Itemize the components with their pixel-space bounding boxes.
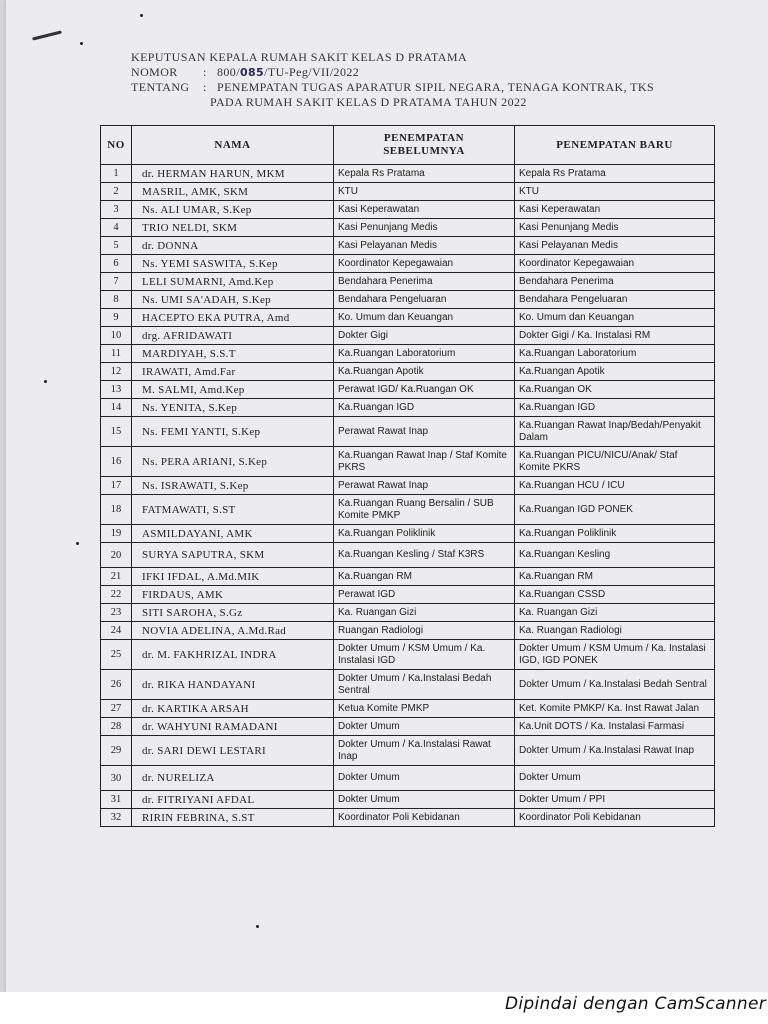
cell-new: Ka.Ruangan CSSD [515,586,715,604]
cell-nama: ASMILDAYANI, AMK [132,525,334,543]
tentang-line-2: PADA RUMAH SAKIT KELAS D PRATAMA TAHUN 2022 [210,95,527,109]
cell-no: 13 [101,381,132,399]
cell-no: 31 [101,791,132,809]
cell-new: Ket. Komite PMKP/ Ka. Inst Rawat Jalan [515,700,715,718]
cell-nama: LELI SUMARNI, Amd.Kep [132,273,334,291]
cell-new: Kasi Pelayanan Medis [515,237,715,255]
cell-prev: Dokter Umum / Ka.Instalasi Rawat Inap [334,736,515,766]
cell-prev: Dokter Umum [334,718,515,736]
cell-new: Ka.Ruangan OK [515,381,715,399]
cell-prev: Perawat IGD/ Ka.Ruangan OK [334,381,515,399]
cell-prev: Kasi Pelayanan Medis [334,237,515,255]
document-header: KEPUTUSAN KEPALA RUMAH SAKIT KELAS D PRATAMA NOMOR : 800/ 085 /TU-Peg/VII/2022 TENTANG : PENEMPATAN TUGAS APARATUR SIPIL NEGARA, TENAGA KONTRAK, TKS PADA RUMAH SAKIT KELAS D PRATAMA TAHUN 2022 [131,50,655,109]
cell-nama: SITI SAROHA, S.Gz [132,604,334,622]
cell-nama: dr. WAHYUNI RAMADANI [132,718,334,736]
cell-nama: dr. FITRIYANI AFDAL [132,791,334,809]
table-row [101,622,715,640]
cell-new: Kepala Rs Pratama [515,165,715,183]
cell-no: 19 [101,525,132,543]
table-row [101,586,715,604]
table-row [101,700,715,718]
table-row [101,237,715,255]
cell-new: Dokter Umum / Ka.Instalasi Bedah Sentral [515,670,715,700]
table-row [101,381,715,399]
cell-new: Dokter Umum [515,766,715,791]
cell-prev: Ka.Ruangan Apotik [334,363,515,381]
cell-prev: Ruangan Radiologi [334,622,515,640]
cell-prev: Dokter Umum / KSM Umum / Ka. Instalasi IGD [334,640,515,670]
speck [80,42,83,45]
pen-mark [32,30,62,40]
cell-no: 8 [101,291,132,309]
cell-no: 5 [101,237,132,255]
cell-new: Ka.Ruangan IGD PONEK [515,495,715,525]
cell-prev: Bendahara Penerima [334,273,515,291]
cell-prev: Perawat Rawat Inap [334,477,515,495]
table-row [101,809,715,827]
cell-no: 1 [101,165,132,183]
cell-nama: FATMAWATI, S.ST [132,495,334,525]
cell-new: Dokter Umum / Ka.Instalasi Rawat Inap [515,736,715,766]
cell-nama: SURYA SAPUTRA, SKM [132,543,334,568]
speck [76,542,79,545]
table-row [101,165,715,183]
cell-prev: KTU [334,183,515,201]
table-header-row [101,126,715,165]
cell-new: Koordinator Kepegawaian [515,255,715,273]
cell-nama: Ns. FEMI YANTI, S.Kep [132,417,334,447]
speck [256,925,259,928]
table-row [101,345,715,363]
cell-nama: Ns. ALI UMAR, S.Kep [132,201,334,219]
cell-no: 14 [101,399,132,417]
cell-nama: MASRIL, AMK, SKM [132,183,334,201]
cell-prev: Ka.Ruangan Ruang Bersalin / SUB Komite PMKP [334,495,515,525]
cell-new: Ka. Ruangan Gizi [515,604,715,622]
column-header-prev: PENEMPATAN SEBELUMNYA [334,126,515,165]
table-row [101,736,715,766]
cell-no: 2 [101,183,132,201]
column-header-new: PENEMPATAN BARU [515,126,715,165]
cell-no: 32 [101,809,132,827]
cell-nama: Ns. ISRAWATI, S.Kep [132,477,334,495]
cell-no: 6 [101,255,132,273]
nomor-prefix: 800/ [217,65,240,79]
cell-no: 26 [101,670,132,700]
cell-nama: dr. DONNA [132,237,334,255]
cell-nama: M. SALMI, Amd.Kep [132,381,334,399]
cell-nama: MARDIYAH, S.S.T [132,345,334,363]
table-row [101,201,715,219]
cell-new: Ka.Ruangan Laboratorium [515,345,715,363]
table-row [101,399,715,417]
table-row [101,255,715,273]
cell-no: 17 [101,477,132,495]
table-row [101,447,715,477]
table-row [101,219,715,237]
cell-prev: Kepala Rs Pratama [334,165,515,183]
cell-prev: Ka.Ruangan Laboratorium [334,345,515,363]
cell-no: 16 [101,447,132,477]
cell-no: 30 [101,766,132,791]
table-row [101,291,715,309]
cell-nama: TRIO NELDI, SKM [132,219,334,237]
cell-no: 22 [101,586,132,604]
cell-prev: Bendahara Pengeluaran [334,291,515,309]
cell-prev: Dokter Umum / Ka.Instalasi Bedah Sentral [334,670,515,700]
cell-no: 25 [101,640,132,670]
cell-new: Ka.Unit DOTS / Ka. Instalasi Farmasi [515,718,715,736]
cell-nama: dr. RIKA HANDAYANI [132,670,334,700]
cell-nama: drg. AFRIDAWATI [132,327,334,345]
cell-new: KTU [515,183,715,201]
cell-new: Ka.Ruangan Rawat Inap/Bedah/Penyakit Dalam [515,417,715,447]
cell-new: Ka.Ruangan HCU / ICU [515,477,715,495]
cell-no: 9 [101,309,132,327]
cell-no: 28 [101,718,132,736]
table-row [101,525,715,543]
tentang-line-1: PENEMPATAN TUGAS APARATUR SIPIL NEGARA, TENAGA KONTRAK, TKS [217,80,655,94]
cell-new: Ka.Ruangan PICU/NICU/Anak/ Staf Komite PKRS [515,447,715,477]
cell-prev: Ka.Ruangan Rawat Inap / Staf Komite PKRS [334,447,515,477]
cell-nama: dr. M. FAKHRIZAL INDRA [132,640,334,670]
table-row [101,543,715,568]
cell-nama: IRAWATI, Amd.Far [132,363,334,381]
column-header-no: NO [101,126,132,165]
cell-prev: Kasi Keperawatan [334,201,515,219]
cell-new: Ko. Umum dan Keuangan [515,309,715,327]
tentang-label: TENTANG [131,80,190,94]
cell-new: Bendahara Penerima [515,273,715,291]
cell-no: 15 [101,417,132,447]
speck [140,14,143,17]
table-row [101,417,715,447]
cell-new: Koordinator Poli Kebidanan [515,809,715,827]
cell-prev: Ketua Komite PMKP [334,700,515,718]
table-row [101,766,715,791]
cell-no: 20 [101,543,132,568]
cell-no: 27 [101,700,132,718]
cell-new: Ka.Ruangan Kesling [515,543,715,568]
table-row [101,791,715,809]
column-header-nama: NAMA [132,126,334,165]
cell-nama: RIRIN FEBRINA, S.ST [132,809,334,827]
cell-nama: Ns. UMI SA'ADAH, S.Kep [132,291,334,309]
cell-prev: Ka.Ruangan RM [334,568,515,586]
table-row [101,640,715,670]
cell-new: Ka.Ruangan RM [515,568,715,586]
cell-prev: Ka. Ruangan Gizi [334,604,515,622]
cell-no: 12 [101,363,132,381]
cell-no: 7 [101,273,132,291]
cell-prev: Ka.Ruangan Kesling / Staf K3RS [334,543,515,568]
cell-nama: Ns. YEMI SASWITA, S.Kep [132,255,334,273]
cell-new: Dokter Gigi / Ka. Instalasi RM [515,327,715,345]
cell-nama: IFKI IFDAL, A.Md.MIK [132,568,334,586]
cell-no: 21 [101,568,132,586]
table-row [101,670,715,700]
document-title: KEPUTUSAN KEPALA RUMAH SAKIT KELAS D PRATAMA [131,50,468,64]
placement-table [100,125,715,827]
table-row [101,718,715,736]
cell-prev: Ko. Umum dan Keuangan [334,309,515,327]
cell-no: 18 [101,495,132,525]
scanner-watermark: Dipindai dengan CamScanner [504,994,766,1014]
cell-prev: Kasi Penunjang Medis [334,219,515,237]
table-row [101,568,715,586]
cell-new: Kasi Keperawatan [515,201,715,219]
cell-nama: HACEPTO EKA PUTRA, Amd [132,309,334,327]
cell-no: 29 [101,736,132,766]
cell-new: Ka.Ruangan Apotik [515,363,715,381]
table-row [101,309,715,327]
cell-no: 4 [101,219,132,237]
cell-no: 11 [101,345,132,363]
nomor-label: NOMOR [131,65,178,79]
nomor-suffix: /TU-Peg/VII/2022 [264,65,360,79]
cell-prev: Perawat Rawat Inap [334,417,515,447]
cell-no: 23 [101,604,132,622]
cell-new: Dokter Umum / KSM Umum / Ka. Instalasi IGD, IGD PONEK [515,640,715,670]
cell-new: Ka. Ruangan Radiologi [515,622,715,640]
cell-new: Dokter Umum / PPI [515,791,715,809]
cell-nama: dr. KARTIKA ARSAH [132,700,334,718]
cell-prev: Ka.Ruangan Poliklinik [334,525,515,543]
cell-nama: dr. SARI DEWI LESTARI [132,736,334,766]
cell-nama: Ns. YENITA, S.Kep [132,399,334,417]
table-row [101,183,715,201]
cell-no: 3 [101,201,132,219]
cell-prev: Koordinator Kepegawaian [334,255,515,273]
cell-nama: NOVIA ADELINA, A.Md.Rad [132,622,334,640]
cell-new: Ka.Ruangan Poliklinik [515,525,715,543]
cell-prev: Koordinator Poli Kebidanan [334,809,515,827]
speck [44,380,47,383]
cell-prev: Perawat IGD [334,586,515,604]
table-row [101,327,715,345]
cell-nama: Ns. PERA ARIANI, S.Kep [132,447,334,477]
cell-nama: dr. NURELIZA [132,766,334,791]
cell-new: Kasi Penunjang Medis [515,219,715,237]
cell-new: Ka.Ruangan IGD [515,399,715,417]
table-row [101,273,715,291]
cell-nama: dr. HERMAN HARUN, MKM [132,165,334,183]
cell-prev: Dokter Gigi [334,327,515,345]
cell-prev: Dokter Umum [334,766,515,791]
cell-prev: Dokter Umum [334,791,515,809]
table-row [101,604,715,622]
cell-nama: FIRDAUS, AMK [132,586,334,604]
table-row [101,495,715,525]
cell-no: 24 [101,622,132,640]
table-row [101,477,715,495]
nomor-handwritten: 085 [239,66,265,79]
cell-new: Bendahara Pengeluaran [515,291,715,309]
table-row [101,363,715,381]
cell-no: 10 [101,327,132,345]
cell-prev: Ka.Ruangan IGD [334,399,515,417]
